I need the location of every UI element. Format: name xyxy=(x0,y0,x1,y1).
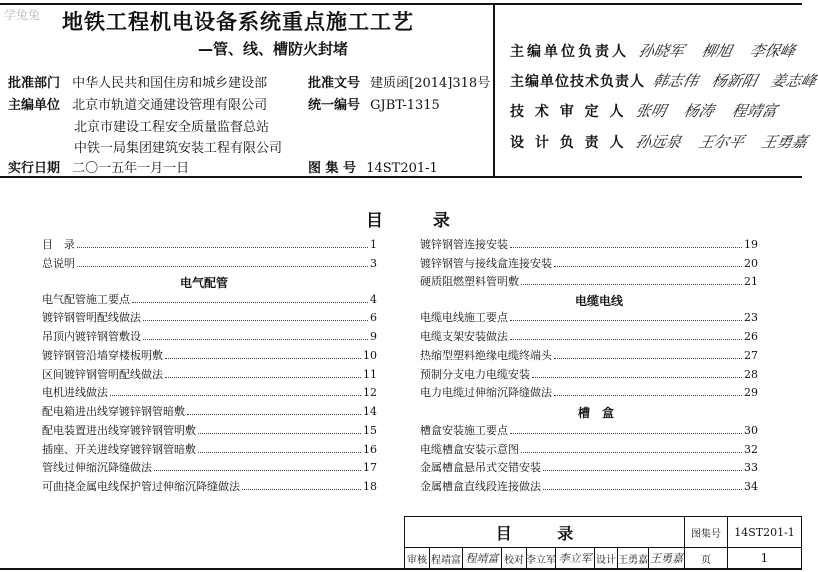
toc-entry-label: 热缩型塑料绝缘电缆终端头 xyxy=(420,349,552,362)
toc-entry-label: 配电箱进出线穿镀锌钢管暗敷 xyxy=(42,405,185,418)
header-column-divider xyxy=(493,3,495,177)
toc-entry-page: 29 xyxy=(744,386,758,399)
leader-dots xyxy=(77,247,368,248)
editor-value-3: 中铁一局集团建筑安装工程有限公司 xyxy=(74,141,283,156)
signature-role: 技 术 审 定 人 xyxy=(510,104,627,120)
leader-dots xyxy=(165,377,361,378)
check-name: 李立军 xyxy=(526,547,556,569)
leader-dots xyxy=(242,489,361,490)
atlas-no-value: 14ST201-1 xyxy=(366,161,438,176)
toc-section-heading: 电气配管 xyxy=(180,276,229,290)
toc-entry-page: 9 xyxy=(370,330,377,343)
check-label: 校对 xyxy=(501,547,527,569)
page-number: 1 xyxy=(727,547,802,569)
toc-entry[interactable] xyxy=(420,424,758,438)
leader-dots xyxy=(198,433,361,434)
atlas-no-label: 图 集 号 xyxy=(308,161,357,176)
toc-entry-page: 17 xyxy=(363,461,377,474)
toc-entry-page: 15 xyxy=(363,424,377,437)
toc-entry-label: 总说明 xyxy=(42,257,75,270)
title-block-name: 目 录 xyxy=(404,516,685,548)
signature-role: 主编单位技术负责人 xyxy=(510,74,645,90)
toc-entry[interactable] xyxy=(42,257,377,271)
toc-entry[interactable] xyxy=(42,330,377,344)
toc-entry-label: 电机进线做法 xyxy=(42,386,108,399)
toc-entry-label: 预制分支电力电缆安装 xyxy=(420,368,530,381)
page-label: 页 xyxy=(684,547,728,569)
toc-entry-label: 硬质阻燃塑料管明敷 xyxy=(420,275,519,288)
toc-entry-page: 30 xyxy=(744,424,758,437)
toc-entry-page: 28 xyxy=(744,368,758,381)
leader-dots xyxy=(77,266,368,267)
leader-dots xyxy=(187,414,361,415)
unified-no-label: 统一编号 xyxy=(308,98,361,113)
toc-entry-page: 1 xyxy=(370,238,377,251)
atlas-no-row xyxy=(308,157,438,176)
design-name: 王勇嘉 xyxy=(617,547,649,569)
toc-entry-page: 6 xyxy=(370,311,377,324)
toc-entry[interactable] xyxy=(42,311,377,325)
leader-dots xyxy=(510,247,742,248)
toc-entry-label: 镀锌钢管沿墙穿楼板明敷 xyxy=(42,349,163,362)
toc-entry-label: 电力电缆过伸缩沉降缝做法 xyxy=(420,386,552,399)
toc-entry[interactable] xyxy=(42,461,377,475)
toc-entry-label: 电气配管施工要点 xyxy=(42,293,130,306)
design-label: 设计 xyxy=(594,547,618,569)
toc-entry-page: 18 xyxy=(363,480,377,493)
toc-section-heading: 槽 盒 xyxy=(578,406,615,420)
handwritten-signature: 李保峰 xyxy=(747,42,797,60)
toc-entry-label: 镀锌钢管连接安装 xyxy=(420,238,508,251)
approval-dept-row xyxy=(8,72,267,91)
title-block-atlas-no: 14ST201-1 xyxy=(727,516,802,548)
leader-dots xyxy=(554,358,742,359)
leader-dots xyxy=(543,470,742,471)
toc-entry[interactable] xyxy=(420,368,758,382)
leader-dots xyxy=(510,339,742,340)
signature-row xyxy=(510,131,807,152)
effective-label: 实行日期 xyxy=(8,161,61,176)
toc-entry[interactable] xyxy=(420,349,758,363)
atlas-subtitle: —管、线、槽防火封堵 xyxy=(198,40,349,58)
signature-row xyxy=(510,40,795,61)
atlas-title: 地铁工程机电设备系统重点施工工艺 xyxy=(62,10,414,34)
toc-entry[interactable] xyxy=(420,386,758,400)
review-label: 审核 xyxy=(404,547,430,569)
leader-dots xyxy=(532,377,742,378)
toc-entry[interactable] xyxy=(420,238,758,252)
toc-entry[interactable] xyxy=(420,257,758,271)
toc-entry-page: 19 xyxy=(744,238,758,251)
toc-entry-label: 吊顶内镀锌钢管敷设 xyxy=(42,330,141,343)
toc-entry-label: 管线过伸缩沉降缝做法 xyxy=(42,461,152,474)
signature-role: 设 计 负 责 人 xyxy=(510,135,627,151)
leader-dots xyxy=(143,320,368,321)
editor-value-1: 北京市轨道交通建设管理有限公司 xyxy=(72,98,268,113)
toc-entry-page: 14 xyxy=(363,405,377,418)
handwritten-signature: 杨涛 xyxy=(682,102,717,120)
toc-entry-page: 12 xyxy=(363,386,377,399)
approval-dept-label: 批准部门 xyxy=(8,76,61,91)
toc-entry-label: 金属槽盒悬吊式交错安装 xyxy=(420,461,541,474)
toc-entry-page: 20 xyxy=(744,257,758,270)
toc-entry-label: 插座、开关进线穿镀锌钢管暗敷 xyxy=(42,443,196,456)
toc-entry-label: 目 录 xyxy=(42,238,75,251)
toc-entry[interactable] xyxy=(42,238,377,252)
signature-row xyxy=(510,100,777,121)
doc-no-row xyxy=(308,72,490,91)
toc-entry-page: 23 xyxy=(744,311,758,324)
toc-entry-label: 配电装置进出线穿镀锌钢管明敷 xyxy=(42,424,196,437)
toc-entry-page: 33 xyxy=(744,461,758,474)
handwritten-signature: 程靖富 xyxy=(730,102,779,120)
toc-entry[interactable] xyxy=(42,368,377,382)
handwritten-signature: 韩志伟 xyxy=(650,72,700,90)
leader-dots xyxy=(521,452,742,453)
toc-entry-label: 金属槽盒直线段连接做法 xyxy=(420,480,541,493)
toc-entry[interactable] xyxy=(420,275,758,289)
handwritten-signature: 姜志峰 xyxy=(768,72,818,90)
toc-entry-page: 10 xyxy=(363,349,377,362)
review-name: 程靖富 xyxy=(429,547,463,569)
toc-entry-label: 电缆电线施工要点 xyxy=(420,311,508,324)
toc-entry-label: 镀锌钢管明配线做法 xyxy=(42,311,141,324)
toc-entry-label: 镀锌钢管与接线盒连接安装 xyxy=(420,257,552,270)
approval-dept-value: 中华人民共和国住房和城乡建设部 xyxy=(72,76,268,91)
toc-entry-page: 21 xyxy=(744,275,758,288)
toc-entry-label: 电缆支架安装做法 xyxy=(420,330,508,343)
leader-dots xyxy=(132,302,368,303)
handwritten-signature: 杨新阳 xyxy=(709,72,759,90)
toc-entry[interactable] xyxy=(42,405,377,419)
toc-entry[interactable] xyxy=(42,386,377,400)
editor-row xyxy=(8,94,267,113)
frame-top xyxy=(0,3,802,5)
toc-entry-label: 电缆槽盒安装示意图 xyxy=(420,443,519,456)
leader-dots xyxy=(165,358,361,359)
signature-row xyxy=(510,70,816,91)
leader-dots xyxy=(143,339,368,340)
watermark: 学兔兔 xyxy=(4,8,41,22)
toc-entry-label: 可曲挠金属电线保护管过伸缩沉降缝做法 xyxy=(42,480,240,493)
toc-entry[interactable] xyxy=(420,311,758,325)
toc-entry-page: 4 xyxy=(370,293,377,306)
title-block-atlas-label: 图集号 xyxy=(684,516,728,548)
leader-dots xyxy=(543,489,742,490)
leader-dots xyxy=(198,452,361,453)
toc-entry[interactable] xyxy=(420,330,758,344)
effective-value: 二〇一五年一月一日 xyxy=(72,161,190,176)
handwritten-signature: 王尔平 xyxy=(697,133,747,151)
unified-no-row xyxy=(308,94,440,113)
header-divider xyxy=(0,176,802,178)
leader-dots xyxy=(554,266,742,267)
leader-dots xyxy=(510,433,742,434)
toc-entry[interactable] xyxy=(42,424,377,438)
handwritten-signature: 王勇嘉 xyxy=(760,133,809,151)
doc-no-label: 批准文号 xyxy=(308,76,361,91)
effective-row xyxy=(8,157,189,176)
doc-no-value: 建质函[2014]318号 xyxy=(370,76,491,91)
toc-entry[interactable] xyxy=(420,443,758,457)
unified-no-value: GJBT-1315 xyxy=(370,98,440,113)
check-signature: 李立军 xyxy=(555,547,595,569)
toc-entry-page: 32 xyxy=(744,443,758,456)
leader-dots xyxy=(110,395,361,396)
editor-label: 主编单位 xyxy=(8,98,61,113)
toc-entry-label: 区间镀锌钢管明配线做法 xyxy=(42,368,163,381)
handwritten-signature: 孙晓军 xyxy=(636,42,686,60)
toc-entry-page: 11 xyxy=(363,368,377,381)
handwritten-signature: 孙远泉 xyxy=(634,133,684,151)
leader-dots xyxy=(154,470,361,471)
toc-entry-label: 槽盒安装施工要点 xyxy=(420,424,508,437)
toc-entry-page: 16 xyxy=(363,443,377,456)
handwritten-signature: 张明 xyxy=(634,102,669,120)
toc-entry[interactable] xyxy=(42,349,377,363)
handwritten-signature: 柳旭 xyxy=(699,42,734,60)
toc-entry-page: 3 xyxy=(370,257,377,270)
signature-role: 主编单位负责人 xyxy=(510,44,629,60)
toc-section-heading: 电缆电线 xyxy=(575,294,624,308)
review-signature: 程靖富 xyxy=(462,547,502,569)
toc-entry[interactable] xyxy=(42,293,377,307)
leader-dots xyxy=(521,284,742,285)
leader-dots xyxy=(554,395,742,396)
toc-entry[interactable] xyxy=(420,480,758,494)
toc-entry[interactable] xyxy=(42,443,377,457)
toc-entry-page: 34 xyxy=(744,480,758,493)
toc-title: 目 录 xyxy=(366,211,472,231)
toc-entry-page: 27 xyxy=(744,349,758,362)
leader-dots xyxy=(510,320,742,321)
editor-value-2: 北京市建设工程安全质量监督总站 xyxy=(74,120,270,135)
toc-entry[interactable] xyxy=(420,461,758,475)
toc-entry-page: 26 xyxy=(744,330,758,343)
toc-entry[interactable] xyxy=(42,480,377,494)
design-signature: 王勇嘉 xyxy=(648,547,685,569)
